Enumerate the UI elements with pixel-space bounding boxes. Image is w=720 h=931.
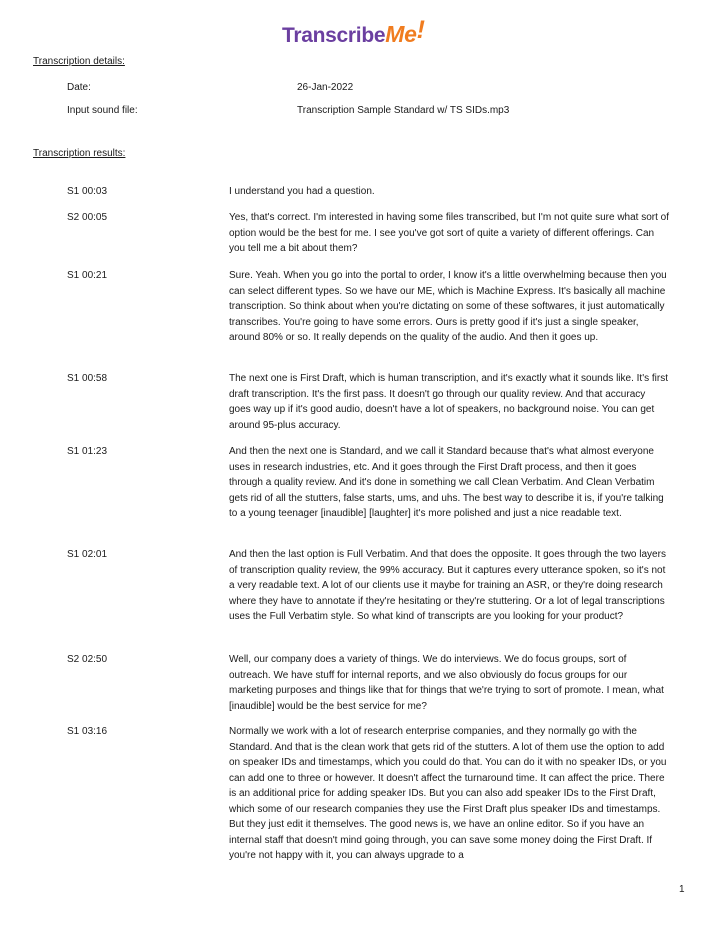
logo-text-transcribe: Transcribe (282, 24, 386, 47)
segment-speaker-time: S1 01:23 (67, 446, 108, 457)
segment-speaker-time: S2 00:05 (67, 212, 108, 223)
sound-file-label: Input sound file: (67, 105, 138, 116)
sound-file-value: Transcription Sample Standard w/ TS SIDs.mp3 (297, 105, 510, 116)
segment-speaker-time: S1 00:58 (67, 373, 108, 384)
transcribeme-logo (282, 16, 425, 49)
segment-text: Normally we work with a lot of research enterprise companies, and they normally go with the Standard. And that is the clean work that gets rid of the stutters. A lot of them use the option to add on speaker IDs and timestamps, which you could do that. You can do it with no speaker IDs, or you can add one to three or however. It doesn't affect the turnaround time. It can affect the price. There is an additional price for adding speaker IDs. But you can also add speaker IDs to the First Draft, which some of our research companies they use the First Draft plus speaker IDs and timestamps. But they just edit it themselves. The good news is, we have an online editor. So if you have an internal staff that doesn't mind going through, you can save some money doing the First Draft. If you're not happy with it, you can always upgrade to a (229, 726, 667, 861)
page-number: 1 (679, 884, 685, 895)
segment-text: Sure. Yeah. When you go into the portal to order, I know it's a little overwhelming because then you can select different types. So we have our ME, which is Machine Express. It's basically all machine transcription. So think about when you're dictating on some of these softwares, it just automatically transcribes. You're going to have some errors. Ours is pretty good if it's just a single speaker, around 80% or so. It really depends on the quality of the audio. And then it goes up. (229, 270, 667, 343)
date-value: 26-Jan-2022 (297, 82, 354, 93)
date-label: Date: (67, 82, 91, 93)
logo-text-me: Me (385, 21, 417, 47)
segment-text: And then the next one is Standard, and we call it Standard because that's what almost everyone uses in research industries, etc. And it goes through the First Draft process, and then it goes through a quality review. And it's done in something we call Clean Verbatim. And Clean Verbatim gets rid of all the stutters, false starts, ums, and uhs. The best way to describe it is, if you're talking to a young teenager [inaudible] [laughter] it's more polished and just a nice readable text. (229, 446, 664, 519)
segment-speaker-time: S2 02:50 (67, 654, 108, 665)
segment-text: Well, our company does a variety of things. We do interviews. We do focus groups, sort of outreach. We have stuff for internal reports, and we also obviously do focus groups for our marketing purposes and things like that for things that we're trying to sort of promote. I mean, what [inaudible] would be the best service for me? (229, 654, 664, 712)
details-heading: Transcription details: (33, 56, 125, 67)
segment-speaker-time: S1 02:01 (67, 549, 108, 560)
logo-exclamation: ! (416, 16, 425, 44)
segment-text: The next one is First Draft, which is human transcription, and it's exactly what it sounds like. It's first draft transcription. It's the first pass. It doesn't go through our quality review. And that accuracy goes way up if it's good audio, doesn't have a lot of speakers, no background noise. You can get around 95-plus accuracy. (229, 373, 668, 431)
segment-text: Yes, that's correct. I'm interested in having some files transcribed, but I'm not quite sure what sort of option would be the best for me. I see you've got sort of quite a variety of different offerings. Can you tell me a bit about them? (229, 212, 670, 254)
segment-text: And then the last option is Full Verbatim. And that does the opposite. It goes through the two layers of transcription quality review, the 99% accuracy. But it captures every utterance spoken, so it's not a very readable text. A lot of our clients use it maybe for training an ASR, or they're doing research where they have to annotate if they're hesitating or they're stuttering. Or a lot of legal transcriptions uses the Full Verbatim style. So what kind of transcripts are you looking for your product? (229, 549, 666, 622)
results-heading: Transcription results: (33, 148, 126, 159)
segment-speaker-time: S1 00:03 (67, 186, 108, 197)
segment-speaker-time: S1 03:16 (67, 726, 108, 737)
segment-speaker-time: S1 00:21 (67, 270, 108, 281)
segment-text: I understand you had a question. (229, 186, 375, 197)
